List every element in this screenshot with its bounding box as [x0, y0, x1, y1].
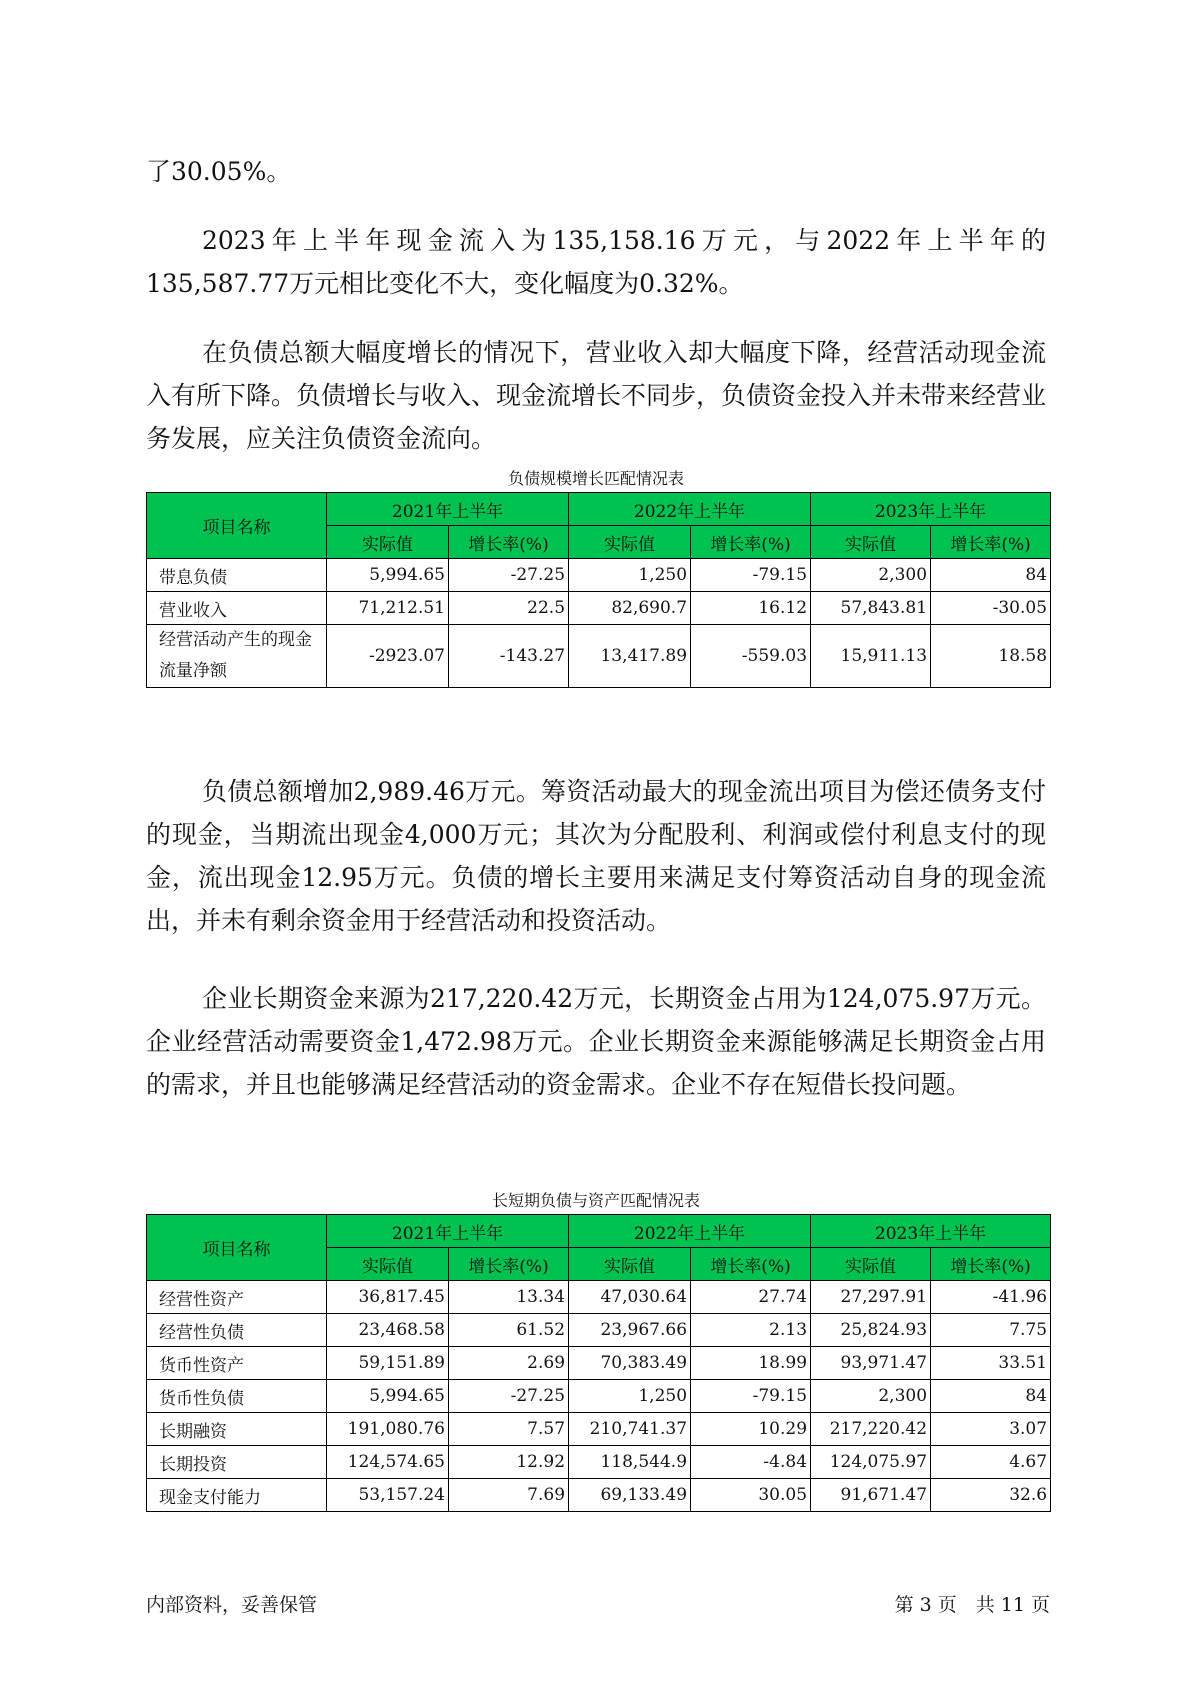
row-label: 货币性负债 — [147, 1380, 327, 1413]
subheader: 增长率(%) — [691, 1248, 811, 1281]
subheader: 增长率(%) — [449, 526, 569, 559]
cell: 69,133.49 — [569, 1479, 691, 1512]
cell: 61.52 — [449, 1314, 569, 1347]
cell: 91,671.47 — [811, 1479, 931, 1512]
paragraph-debt-increase: 负债总额增加2,989.46万元。筹资活动最大的现金流出项目为偿还债务支付的现金，当期流出现金4,000万元；其次为分配股利、利润或偿付利息支付的现金，流出现金12.95万元。负债的增长主要用来满足支付筹资活动自身的现金流出，并未有剩余资金用于经营活动和投资活动。 — [146, 777, 1046, 935]
cell: 210,741.37 — [569, 1413, 691, 1446]
cell: 1,250 — [569, 559, 691, 592]
cell: -27.25 — [449, 559, 569, 592]
cell: 82,690.7 — [569, 592, 691, 625]
cell: 5,994.65 — [327, 559, 449, 592]
subheader: 实际值 — [569, 526, 691, 559]
paragraph-continuation: 了30.05%。 — [146, 157, 292, 186]
cell: 15,911.13 — [811, 625, 931, 688]
table2-title: 长短期负债与资产匹配情况表 — [491, 1191, 700, 1210]
table-row — [147, 1380, 1051, 1413]
cell: 84 — [931, 559, 1051, 592]
cell: -559.03 — [691, 625, 811, 688]
row-label: 货币性资产 — [147, 1347, 327, 1380]
cell: 10.29 — [691, 1413, 811, 1446]
cell: -143.27 — [449, 625, 569, 688]
cell: 7.69 — [449, 1479, 569, 1512]
period-header: 2021年上半年 — [327, 1215, 569, 1248]
table1-title: 负债规模增长匹配情况表 — [507, 469, 684, 488]
cell: 2.69 — [449, 1347, 569, 1380]
row-label: 营业收入 — [147, 592, 327, 625]
cell: 25,824.93 — [811, 1314, 931, 1347]
cell: -41.96 — [931, 1281, 1051, 1314]
period-header: 2023年上半年 — [811, 1215, 1051, 1248]
cell: 22.5 — [449, 592, 569, 625]
subheader: 增长率(%) — [449, 1248, 569, 1281]
cell: 53,157.24 — [327, 1479, 449, 1512]
cell: 59,151.89 — [327, 1347, 449, 1380]
period-header: 2022年上半年 — [569, 1215, 811, 1248]
table-row — [147, 1446, 1051, 1479]
cell: 27.74 — [691, 1281, 811, 1314]
cell: 2,300 — [811, 1380, 931, 1413]
table-row — [147, 1479, 1051, 1512]
asset-liability-match-table — [146, 1214, 1051, 1512]
cell: 93,971.47 — [811, 1347, 931, 1380]
cell: 23,468.58 — [327, 1314, 449, 1347]
subheader: 增长率(%) — [931, 526, 1051, 559]
table-row — [147, 1281, 1051, 1314]
row-label: 经营性负债 — [147, 1314, 327, 1347]
cell: 2.13 — [691, 1314, 811, 1347]
cell: 13.34 — [449, 1281, 569, 1314]
cell: 57,843.81 — [811, 592, 931, 625]
subheader: 实际值 — [569, 1248, 691, 1281]
table-row — [147, 625, 1051, 688]
cell: 30.05 — [691, 1479, 811, 1512]
table-row — [147, 1413, 1051, 1446]
row-label: 经营活动产生的现金流量净额 — [147, 625, 327, 688]
cell: 32.6 — [931, 1479, 1051, 1512]
footer-page-number: 第 3 页 共 11 页 — [894, 1594, 1050, 1616]
paragraph-debt-analysis: 在负债总额大幅度增长的情况下，营业收入却大幅度下降，经营活动现金流入有所下降。负债增长与收入、现金流增长不同步，负债资金投入并未带来经营业务发展，应关注负债资金流向。 — [146, 338, 1047, 453]
cell: 47,030.64 — [569, 1281, 691, 1314]
cell: 1,250 — [569, 1380, 691, 1413]
cell: 23,967.66 — [569, 1314, 691, 1347]
cell: 5,994.65 — [327, 1380, 449, 1413]
period-header: 2023年上半年 — [811, 493, 1051, 526]
cell: 124,574.65 — [327, 1446, 449, 1479]
cell: 18.58 — [931, 625, 1051, 688]
subheader: 增长率(%) — [691, 526, 811, 559]
subheader: 实际值 — [327, 526, 449, 559]
table-row — [147, 559, 1051, 592]
cell: 27,297.91 — [811, 1281, 931, 1314]
row-label: 长期融资 — [147, 1413, 327, 1446]
cell: -2923.07 — [327, 625, 449, 688]
table-row — [147, 1347, 1051, 1380]
debt-growth-table — [146, 492, 1051, 688]
row-label: 带息负债 — [147, 559, 327, 592]
cell: 217,220.42 — [811, 1413, 931, 1446]
cell: 12.92 — [449, 1446, 569, 1479]
cell: 36,817.45 — [327, 1281, 449, 1314]
cell: 71,212.51 — [327, 592, 449, 625]
cell: 13,417.89 — [569, 625, 691, 688]
item-name-header: 项目名称 — [147, 493, 327, 559]
cell: 118,544.9 — [569, 1446, 691, 1479]
row-label: 现金支付能力 — [147, 1479, 327, 1512]
subheader: 实际值 — [811, 1248, 931, 1281]
cell: 191,080.76 — [327, 1413, 449, 1446]
subheader: 实际值 — [811, 526, 931, 559]
cell: -79.15 — [691, 1380, 811, 1413]
cell: 18.99 — [691, 1347, 811, 1380]
period-header: 2021年上半年 — [327, 493, 569, 526]
cell: -79.15 — [691, 559, 811, 592]
cell: 7.75 — [931, 1314, 1051, 1347]
cell: 4.67 — [931, 1446, 1051, 1479]
cell: -30.05 — [931, 592, 1051, 625]
cell: 70,383.49 — [569, 1347, 691, 1380]
cell: 3.07 — [931, 1413, 1051, 1446]
footer-confidential: 内部资料，妥善保管 — [146, 1594, 318, 1616]
cell: -4.84 — [691, 1446, 811, 1479]
cell: 33.51 — [931, 1347, 1051, 1380]
row-label: 经营性资产 — [147, 1281, 327, 1314]
table-row — [147, 592, 1051, 625]
cell: 124,075.97 — [811, 1446, 931, 1479]
period-header: 2022年上半年 — [569, 493, 811, 526]
cell: 2,300 — [811, 559, 931, 592]
paragraph-long-term-funds: 企业长期资金来源为217,220.42万元，长期资金占用为124,075.97万元。企业经营活动需要资金1,472.98万元。企业长期资金来源能够满足长期资金占用的需求，并且也能够满足经营活动的资金需求。企业不存在短借长投问题。 — [146, 984, 1047, 1099]
cell: 7.57 — [449, 1413, 569, 1446]
item-name-header: 项目名称 — [147, 1215, 327, 1281]
subheader: 实际值 — [327, 1248, 449, 1281]
row-label: 长期投资 — [147, 1446, 327, 1479]
paragraph-cash-inflow: 2023年上半年现金流入为135,158.16万元，与2022年上半年的135,587.77万元相比变化不大，变化幅度为0.32%。 — [146, 226, 1046, 298]
cell: -27.25 — [449, 1380, 569, 1413]
subheader: 增长率(%) — [931, 1248, 1051, 1281]
cell: 16.12 — [691, 592, 811, 625]
cell: 84 — [931, 1380, 1051, 1413]
table-row — [147, 1314, 1051, 1347]
